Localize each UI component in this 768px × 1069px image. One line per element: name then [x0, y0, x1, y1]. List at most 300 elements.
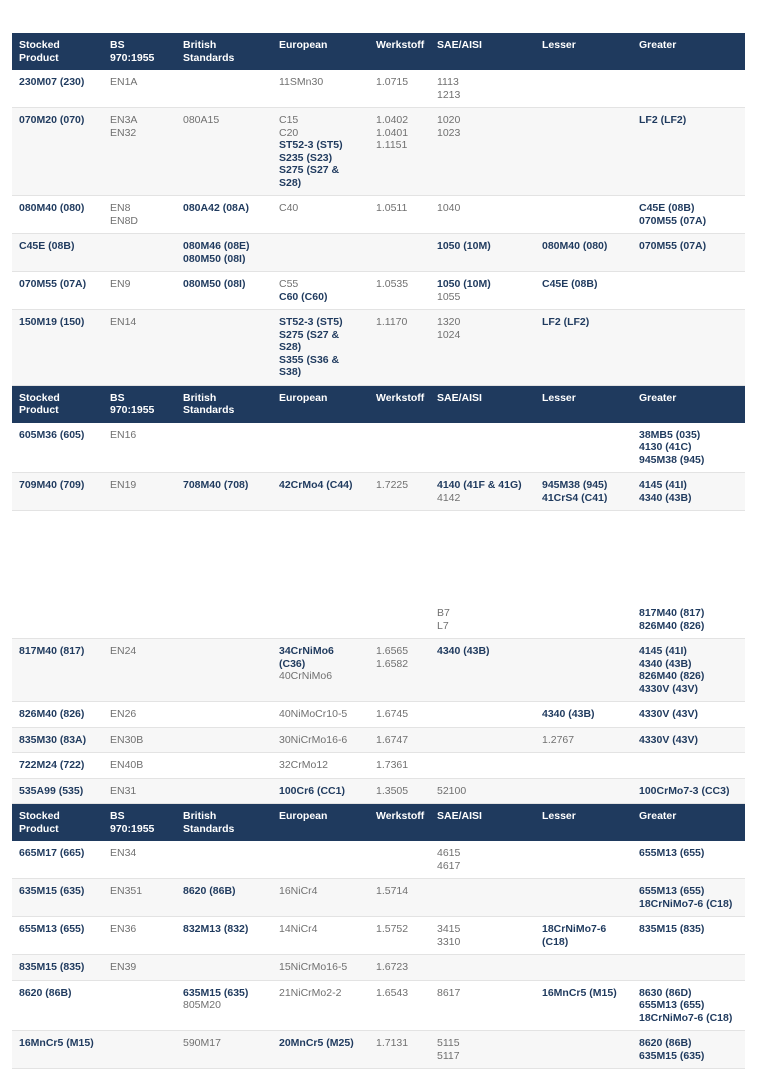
column-header-lesser: Lesser	[535, 804, 632, 842]
cell-value: 100CrMo7-3 (CC3)	[639, 784, 730, 797]
cell-value: 070M55 (07A)	[19, 278, 87, 290]
cell-sae-aisi	[430, 70, 535, 108]
cell-value: 070M20 (070)	[19, 114, 85, 126]
cell-werkstoff	[369, 70, 430, 108]
cell-value: 4142	[437, 491, 461, 504]
cell-value: 8630 (86D)	[639, 986, 692, 999]
cell-lesser	[535, 639, 632, 702]
column-header-european: European	[272, 33, 369, 70]
cell-lesser	[535, 511, 632, 602]
cell-greater	[632, 980, 745, 1031]
cell-sae-aisi	[430, 601, 535, 639]
cell-werkstoff	[369, 310, 430, 386]
table-row	[12, 601, 745, 639]
cell-value: 832M13 (832)	[183, 923, 249, 935]
cell-bs-970-1955	[103, 879, 176, 917]
cell-value: 1.1170	[376, 316, 408, 328]
cell-value: 1050 (10M)	[437, 240, 491, 252]
cell-british-standards	[176, 601, 272, 639]
cell-value: 4340 (43B)	[639, 657, 692, 670]
cell-value: 11SMn30	[279, 76, 324, 88]
cell-european	[272, 601, 369, 639]
table-row	[12, 234, 745, 272]
cell-greater	[632, 702, 745, 728]
cell-value: 4145 (41I)	[639, 479, 687, 491]
table-spacer-row	[12, 511, 745, 602]
column-header-greater: Greater	[632, 804, 745, 842]
cell-value: 4340 (43B)	[639, 491, 692, 504]
cell-value: 635M15 (635)	[19, 885, 85, 897]
cell-stocked-product	[12, 70, 103, 108]
cell-value: 4140 (41F & 41G)	[437, 479, 522, 491]
cell-lesser	[535, 423, 632, 473]
cell-value: EN32	[110, 126, 137, 139]
cell-value: EN14	[110, 316, 137, 328]
cell-value: 1.5714	[376, 885, 409, 897]
cell-british-standards	[176, 473, 272, 511]
cell-sae-aisi	[430, 980, 535, 1031]
cell-value: C60 (C60)	[279, 290, 328, 303]
cell-werkstoff	[369, 423, 430, 473]
column-header-greater: Greater	[632, 385, 745, 423]
cell-value: 1023	[437, 126, 461, 139]
cell-value: 4340 (43B)	[542, 708, 595, 720]
cell-value: 826M40 (826)	[19, 708, 85, 720]
cell-sae-aisi	[430, 1031, 535, 1069]
table-row	[12, 196, 745, 234]
cell-value: 5115	[437, 1037, 460, 1049]
cell-value: 535A99 (535)	[19, 784, 84, 797]
cell-value: 1050 (10M)	[437, 278, 491, 290]
cell-greater	[632, 196, 745, 234]
cell-value: EN16	[110, 428, 137, 441]
cell-sae-aisi	[430, 955, 535, 981]
table-row	[12, 841, 745, 879]
cell-european	[272, 753, 369, 779]
cell-werkstoff	[369, 473, 430, 511]
cell-werkstoff	[369, 511, 430, 602]
cell-lesser	[535, 702, 632, 728]
cell-value: 655M13 (655)	[639, 999, 705, 1011]
table-row	[12, 310, 745, 386]
column-header-sae-aisi: SAE/AISI	[430, 33, 535, 70]
cell-value: 708M40 (708)	[183, 479, 249, 491]
cell-value: 40NiMoCr10-5	[279, 708, 348, 720]
cell-bs-970-1955	[103, 702, 176, 728]
cell-value: 1.0401	[376, 126, 409, 139]
cell-value: EN3A	[110, 114, 138, 126]
cell-value: 945M38 (945)	[542, 479, 608, 491]
cell-value: 080M50 (08I)	[183, 278, 246, 290]
cell-value: 4330V (43V)	[639, 708, 698, 720]
cell-sae-aisi	[430, 108, 535, 196]
cell-bs-970-1955	[103, 1031, 176, 1069]
cell-lesser	[535, 1031, 632, 1069]
cell-bs-970-1955	[103, 511, 176, 602]
cell-lesser	[535, 955, 632, 981]
cell-value: 16MnCr5 (M15)	[542, 986, 617, 999]
cell-value: 3310	[437, 935, 461, 948]
cell-bs-970-1955	[103, 423, 176, 473]
cell-bs-970-1955	[103, 196, 176, 234]
table-row	[12, 917, 745, 955]
cell-value: C45E (08B)	[639, 202, 695, 214]
cell-value: LF2 (LF2)	[542, 316, 590, 328]
cell-sae-aisi	[430, 272, 535, 310]
cell-greater	[632, 917, 745, 955]
cell-lesser	[535, 778, 632, 804]
cell-stocked-product	[12, 1031, 103, 1069]
cell-lesser	[535, 601, 632, 639]
table-header-row	[12, 33, 745, 70]
cell-werkstoff	[369, 272, 430, 310]
cell-value: 41CrS4 (C41)	[542, 491, 608, 504]
table-row	[12, 778, 745, 804]
cell-european	[272, 196, 369, 234]
cell-british-standards	[176, 1031, 272, 1069]
cell-value: 1.6747	[376, 733, 409, 746]
cell-bs-970-1955	[103, 841, 176, 879]
cell-british-standards	[176, 917, 272, 955]
cell-greater	[632, 473, 745, 511]
cell-british-standards	[176, 879, 272, 917]
column-header-european: European	[272, 385, 369, 423]
steel-equivalents-document	[12, 33, 745, 1069]
column-header-british-standards: British Standards	[176, 385, 272, 423]
cell-sae-aisi	[430, 753, 535, 779]
cell-value: 38MB5 (035)	[639, 428, 701, 441]
cell-bs-970-1955	[103, 727, 176, 753]
cell-lesser	[535, 879, 632, 917]
cell-value: 4340 (43B)	[437, 645, 490, 657]
cell-werkstoff	[369, 841, 430, 879]
cell-lesser	[535, 980, 632, 1031]
column-header-werkstoff: Werkstoff	[369, 804, 430, 842]
cell-greater	[632, 511, 745, 602]
cell-value: 080M46 (08E)	[183, 240, 250, 252]
cell-werkstoff	[369, 639, 430, 702]
cell-value: C15	[279, 114, 299, 126]
cell-value: 8620 (86B)	[183, 885, 236, 897]
cell-value: C55	[279, 278, 299, 290]
cell-greater	[632, 778, 745, 804]
cell-value: 080M40 (080)	[19, 202, 85, 214]
cell-value: S235 (S23)	[279, 151, 333, 164]
cell-value: 4330V (43V)	[639, 733, 698, 746]
cell-value: 1.1151	[376, 139, 408, 151]
cell-value: 42CrMo4 (C44)	[279, 479, 353, 491]
cell-value: EN26	[110, 708, 137, 720]
cell-bs-970-1955	[103, 955, 176, 981]
cell-bs-970-1955	[103, 639, 176, 702]
cell-value: 15NiCrMo16-5	[279, 961, 348, 973]
table-header-row	[12, 804, 745, 842]
cell-british-standards	[176, 234, 272, 272]
cell-value: 4617	[437, 859, 461, 872]
cell-stocked-product	[12, 196, 103, 234]
cell-european	[272, 955, 369, 981]
cell-value: LF2 (LF2)	[639, 114, 687, 126]
cell-value: S355 (S36 & S38)	[279, 353, 340, 378]
cell-british-standards	[176, 841, 272, 879]
cell-stocked-product	[12, 980, 103, 1031]
cell-greater	[632, 1031, 745, 1069]
cell-european	[272, 980, 369, 1031]
cell-value: 070M55 (07A)	[639, 214, 707, 227]
cell-value: 230M07 (230)	[19, 76, 85, 88]
cell-value: 21NiCrMo2-2	[279, 986, 342, 999]
cell-value: 805M20	[183, 999, 221, 1011]
cell-value: 3415	[437, 923, 461, 935]
cell-value: EN30B	[110, 733, 144, 746]
cell-value: 655M13 (655)	[639, 847, 705, 859]
cell-value: 30NiCrMo16-6	[279, 733, 348, 746]
column-header-stocked-product: Stocked Product	[12, 385, 103, 423]
column-header-sae-aisi: SAE/AISI	[430, 385, 535, 423]
cell-value: 080M40 (080)	[542, 240, 608, 252]
cell-british-standards	[176, 778, 272, 804]
table-row	[12, 423, 745, 473]
cell-stocked-product	[12, 272, 103, 310]
cell-european	[272, 272, 369, 310]
table-row	[12, 473, 745, 511]
cell-stocked-product	[12, 310, 103, 386]
cell-sae-aisi	[430, 234, 535, 272]
table-row	[12, 879, 745, 917]
cell-stocked-product	[12, 879, 103, 917]
cell-lesser	[535, 310, 632, 386]
cell-stocked-product	[12, 639, 103, 702]
cell-value: 8617	[437, 986, 461, 999]
cell-value: 4130 (41C)	[639, 441, 692, 453]
cell-value: 1.0511	[376, 202, 408, 214]
cell-value: C40	[279, 202, 299, 214]
cell-value: 32CrMo12	[279, 759, 329, 771]
cell-value: 18CrNiMo7-6 (C18)	[639, 897, 733, 910]
cell-greater	[632, 639, 745, 702]
cell-werkstoff	[369, 702, 430, 728]
column-header-british-standards: British Standards	[176, 804, 272, 842]
cell-european	[272, 234, 369, 272]
cell-value: 34CrNiMo6 (C36)	[279, 645, 334, 670]
cell-british-standards	[176, 108, 272, 196]
table-row	[12, 702, 745, 728]
table-row	[12, 727, 745, 753]
cell-value: 5117	[437, 1049, 460, 1062]
cell-value: C20	[279, 126, 299, 139]
cell-werkstoff	[369, 196, 430, 234]
cell-value: 665M17 (665)	[19, 847, 85, 859]
cell-bs-970-1955	[103, 753, 176, 779]
cell-stocked-product	[12, 841, 103, 879]
cell-value: 14NiCr4	[279, 923, 318, 935]
cell-british-standards	[176, 639, 272, 702]
cell-value: 16MnCr5 (M15)	[19, 1037, 94, 1049]
cell-sae-aisi	[430, 423, 535, 473]
cell-value: 150M19 (150)	[19, 316, 85, 328]
cell-value: 835M15 (835)	[639, 923, 705, 935]
cell-value: 826M40 (826)	[639, 670, 705, 682]
cell-value: 1.6565	[376, 645, 409, 657]
cell-value: EN34	[110, 847, 137, 859]
cell-value: L7	[437, 619, 449, 632]
cell-value: EN1A	[110, 76, 138, 88]
cell-value: 4145 (41I)	[639, 645, 687, 657]
cell-werkstoff	[369, 108, 430, 196]
cell-value: 1.6582	[376, 657, 409, 670]
cell-value: 20MnCr5 (M25)	[279, 1037, 354, 1049]
cell-bs-970-1955	[103, 70, 176, 108]
table-body	[12, 33, 745, 1069]
steel-equivalents-table	[12, 33, 745, 1069]
cell-lesser	[535, 70, 632, 108]
cell-value: 835M15 (835)	[19, 961, 85, 973]
cell-british-standards	[176, 727, 272, 753]
cell-value: 826M40 (826)	[639, 619, 705, 632]
cell-sae-aisi	[430, 511, 535, 602]
cell-value: 4615	[437, 847, 461, 859]
cell-british-standards	[176, 980, 272, 1031]
column-header-stocked-product: Stocked Product	[12, 33, 103, 70]
cell-greater	[632, 841, 745, 879]
cell-european	[272, 1031, 369, 1069]
cell-bs-970-1955	[103, 310, 176, 386]
cell-value: 835M30 (83A)	[19, 733, 87, 746]
cell-sae-aisi	[430, 879, 535, 917]
cell-greater	[632, 879, 745, 917]
cell-value: 1.5752	[376, 923, 409, 935]
cell-european	[272, 727, 369, 753]
column-header-british-standards: British Standards	[176, 33, 272, 70]
cell-greater	[632, 727, 745, 753]
cell-value: 40CrNiMo6	[279, 670, 333, 682]
cell-british-standards	[176, 272, 272, 310]
cell-werkstoff	[369, 917, 430, 955]
cell-lesser	[535, 196, 632, 234]
cell-value: 605M36 (605)	[19, 428, 85, 441]
cell-stocked-product	[12, 423, 103, 473]
column-header-bs-970-1955: BS 970:1955	[103, 804, 176, 842]
cell-value: ST52-3 (ST5)	[279, 316, 343, 328]
cell-european	[272, 70, 369, 108]
cell-value: 18CrNiMo7-6 (C18)	[639, 1011, 733, 1024]
cell-value: 1.2767	[542, 733, 575, 746]
column-header-bs-970-1955: BS 970:1955	[103, 385, 176, 423]
cell-value: EN8D	[110, 214, 139, 227]
cell-british-standards	[176, 753, 272, 779]
column-header-stocked-product: Stocked Product	[12, 804, 103, 842]
cell-bs-970-1955	[103, 980, 176, 1031]
cell-sae-aisi	[430, 727, 535, 753]
cell-value: 709M40 (709)	[19, 479, 85, 491]
cell-european	[272, 310, 369, 386]
cell-value: 1.0715	[376, 76, 409, 88]
cell-sae-aisi	[430, 841, 535, 879]
cell-lesser	[535, 727, 632, 753]
cell-value: EN351	[110, 885, 143, 897]
table-row	[12, 753, 745, 779]
cell-lesser	[535, 473, 632, 511]
column-header-werkstoff: Werkstoff	[369, 33, 430, 70]
cell-value: 1040	[437, 202, 461, 214]
cell-bs-970-1955	[103, 234, 176, 272]
column-header-werkstoff: Werkstoff	[369, 385, 430, 423]
table-row	[12, 108, 745, 196]
cell-value: 1.7225	[376, 479, 409, 491]
cell-value: EN24	[110, 645, 137, 657]
column-header-european: European	[272, 804, 369, 842]
cell-werkstoff	[369, 1031, 430, 1069]
cell-werkstoff	[369, 601, 430, 639]
cell-sae-aisi	[430, 639, 535, 702]
cell-stocked-product	[12, 753, 103, 779]
cell-sae-aisi	[430, 702, 535, 728]
cell-value: EN39	[110, 961, 137, 973]
cell-value: 070M55 (07A)	[639, 240, 707, 252]
cell-british-standards	[176, 511, 272, 602]
cell-value: C45E (08B)	[19, 240, 75, 252]
cell-lesser	[535, 753, 632, 779]
cell-werkstoff	[369, 727, 430, 753]
cell-value: 1113	[437, 76, 459, 88]
cell-value: 1020	[437, 114, 461, 126]
cell-value: EN36	[110, 923, 137, 935]
cell-british-standards	[176, 70, 272, 108]
table-row	[12, 272, 745, 310]
cell-value: 1.7131	[376, 1037, 409, 1049]
cell-value: EN40B	[110, 759, 144, 771]
cell-value: 080A15	[183, 114, 220, 126]
cell-value: ST52-3 (ST5)	[279, 139, 343, 151]
cell-werkstoff	[369, 753, 430, 779]
cell-stocked-product	[12, 917, 103, 955]
cell-bs-970-1955	[103, 917, 176, 955]
cell-value: 100Cr6 (CC1)	[279, 784, 345, 797]
cell-sae-aisi	[430, 310, 535, 386]
cell-greater	[632, 423, 745, 473]
cell-lesser	[535, 234, 632, 272]
cell-british-standards	[176, 423, 272, 473]
cell-value: 52100	[437, 784, 467, 797]
cell-european	[272, 108, 369, 196]
cell-value: C45E (08B)	[542, 278, 598, 290]
cell-value: 1.0535	[376, 278, 409, 290]
cell-sae-aisi	[430, 917, 535, 955]
cell-value: 722M24 (722)	[19, 759, 85, 771]
cell-stocked-product	[12, 473, 103, 511]
cell-value: EN9	[110, 278, 131, 290]
cell-werkstoff	[369, 234, 430, 272]
cell-value: 655M13 (655)	[19, 923, 85, 935]
cell-stocked-product	[12, 727, 103, 753]
cell-european	[272, 841, 369, 879]
cell-european	[272, 879, 369, 917]
cell-value: 1024	[437, 328, 461, 341]
table-row	[12, 1031, 745, 1069]
cell-stocked-product	[12, 108, 103, 196]
column-header-lesser: Lesser	[535, 33, 632, 70]
cell-lesser	[535, 917, 632, 955]
cell-european	[272, 423, 369, 473]
table-header-row	[12, 385, 745, 423]
cell-greater	[632, 108, 745, 196]
cell-british-standards	[176, 196, 272, 234]
cell-stocked-product	[12, 702, 103, 728]
cell-stocked-product	[12, 601, 103, 639]
cell-value: 8620 (86B)	[19, 986, 72, 999]
cell-value: 4330V (43V)	[639, 682, 698, 695]
cell-value: EN8	[110, 202, 131, 214]
